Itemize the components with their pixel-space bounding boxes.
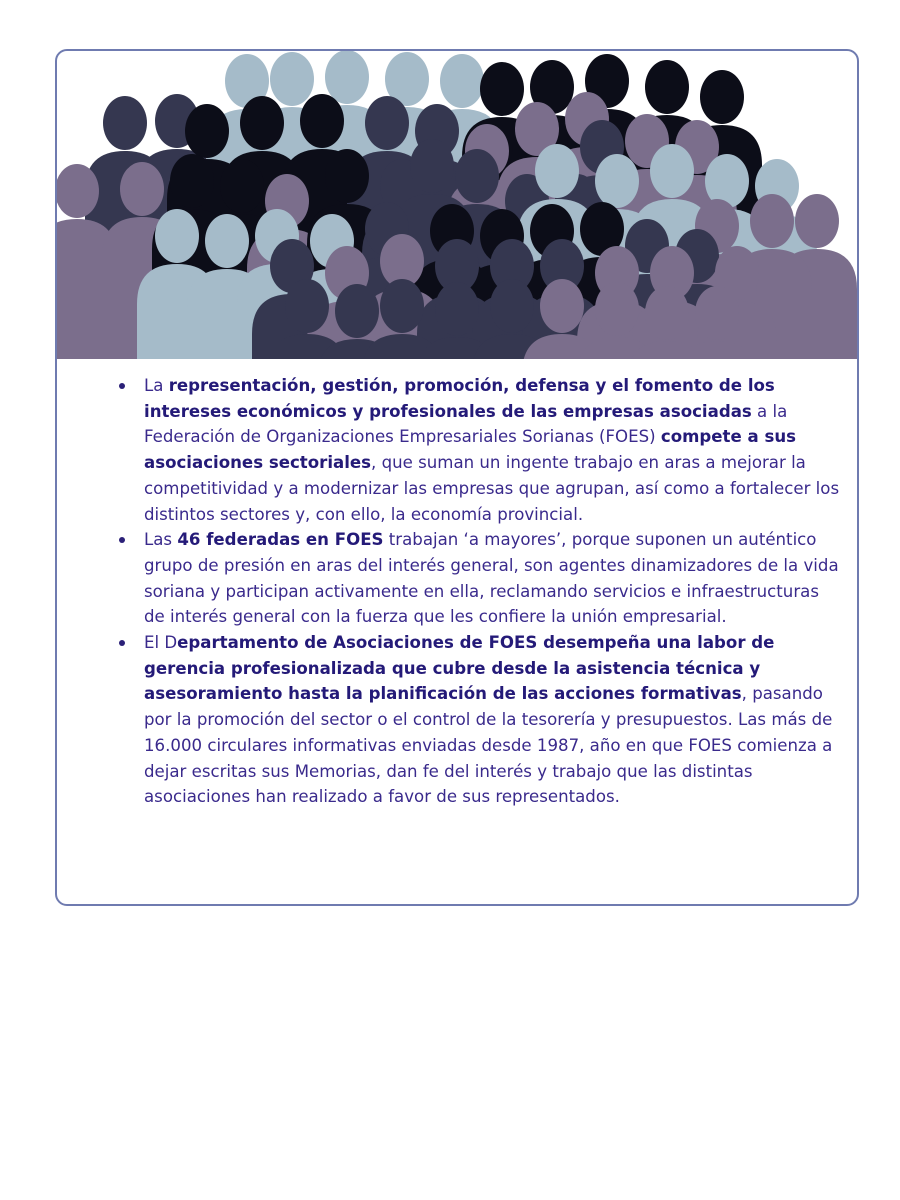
bullet-text: El D (144, 633, 178, 653)
bullet-list (109, 373, 844, 810)
bullet-text: Las (144, 530, 178, 550)
bullet-text: , que suman un ingente trabajo en aras a mejorar la competitividad y a modernizar las empresas que agrupan, así como a fortalecer los distintos sectores y, con ello, la economía provincial. (144, 453, 840, 524)
bullet-text: La (144, 376, 169, 395)
bullet-bold-text: 46 federadas en FOES (177, 530, 384, 550)
bullet-bold-text: representación, gestión, promoción, defensa y el fomento de los intereses económicos y profesionales de las empresas asociadas (144, 376, 775, 421)
bullet-text: trabajan ‘a mayores’, porque suponen un auténtico grupo de presión en aras del interés general, son agentes dinamizadores de la vida soriana y participan activamente en ella, reclamando servicios e infraestructuras de interés general con la fuerza que les confiere la unión empresarial. (144, 530, 839, 627)
bullet-item (144, 373, 844, 527)
content-card (55, 49, 859, 906)
bullet-text: a la Federación de Organizaciones Empresariales Sorianas (FOES) (144, 401, 788, 447)
bullet-bold-text: epartamento de Asociaciones de FOES desempeña una labor de gerencia profesionalizada que cubre desde la asistencia técnica y asesoramiento hasta la planificación de las acciones formativas (144, 633, 775, 704)
crowd-silhouettes-icon (57, 51, 859, 359)
bullet-text: , pasando por la promoción del sector o el control de la tesorería y presupuestos. Las más de 16.000 circulares informativas enviadas desde 1987, año en que FOES comienza a dejar escritas sus Memorias, dan fe del interés y trabajo que las distintas asociaciones han realizado a favor de sus representados. (144, 684, 833, 807)
bullet-bold-text: compete a sus asociaciones sectoriales (144, 427, 797, 473)
bullet-item (144, 527, 844, 630)
bullet-item (144, 630, 844, 810)
